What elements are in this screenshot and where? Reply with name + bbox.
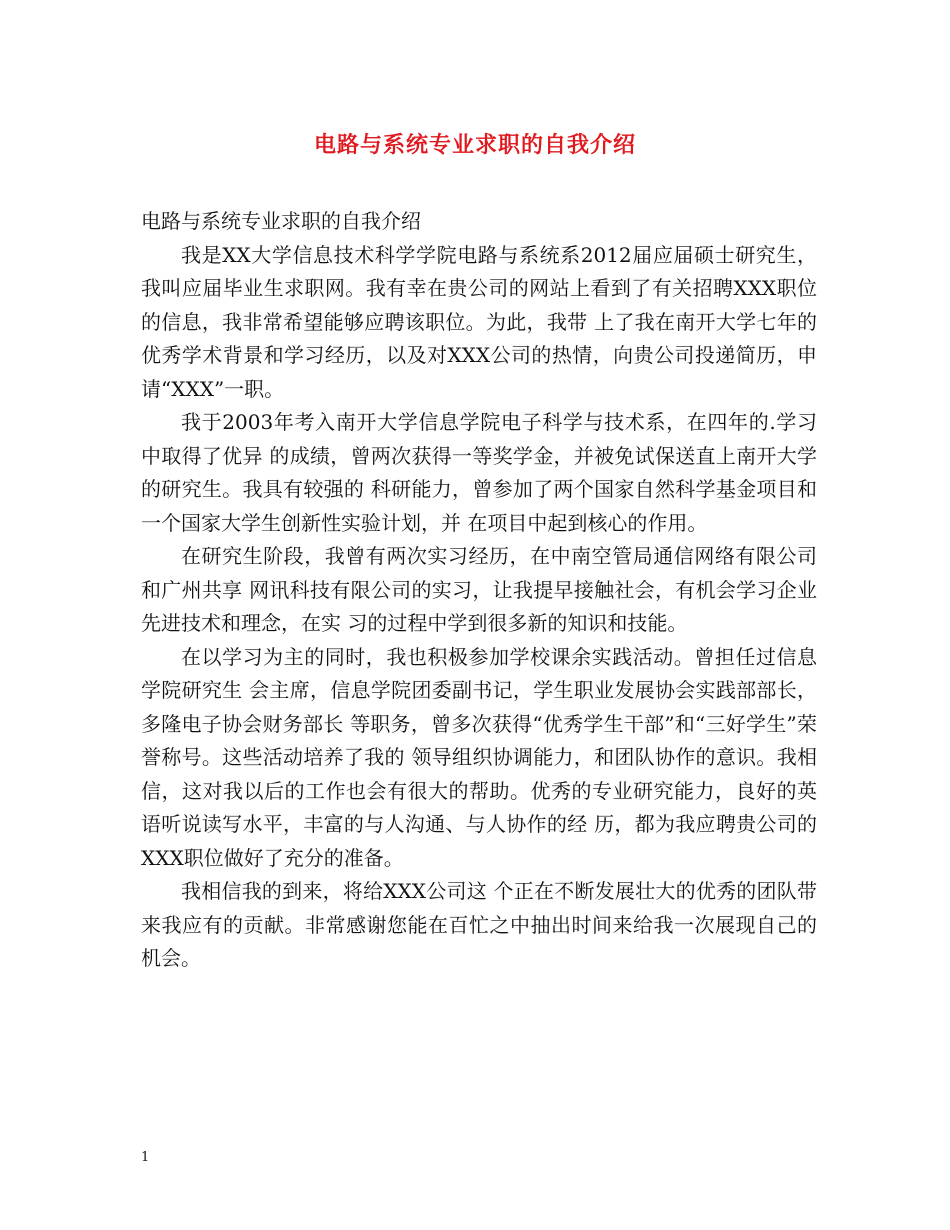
paragraph-3: 在研究生阶段，我曾有两次实习经历，在中南空管局通信网络有限公司和广州共享 网讯科技有限公司的实习，让我提早接触社会，有机会学习企业先进技术和理念，在实 习的过程中学到很多新的知识和技能。 xyxy=(141,544,817,635)
document-title: 电路与系统专业求职的自我介绍 xyxy=(313,132,636,158)
paragraph-5: 我相信我的到来，将给XXX公司这 个正在不断发展壮大的优秀的团队带来我应有的贡献。非常感谢您能在百忙之中抽出时间来给我一次展现自己的机会。 xyxy=(141,879,817,970)
paragraph-2: 我于2003年考入南开大学信息学院电子科学与技术系，在四年的.学习中取得了优异 的成绩，曾两次获得一等奖学金，并被免试保送直上南开大学的研究生。我具有较强的 科研能力，曾参加了两个国家自然科学基金项目和一个国家大学生创新性实验计划，并 在项目中起到核心的作用。 xyxy=(141,410,817,535)
page-number: 1 xyxy=(141,1150,150,1165)
paragraph-4: 在以学习为主的同时，我也积极参加学校课余实践活动。曾担任过信息学院研究生 会主席，信息学院团委副书记，学生职业发展协会实践部部长，多隆电子协会财务部长 等职务，曾多次获得“优秀学生干部”和“三好学生”荣誉称号。这些活动培养了我的 领导组织协调能力，和团队协作的意识。我相信，这对我以后的工作也会有很大的帮助。优秀的专业研究能力，良好的英语听说读写水平，丰富的与人沟通、与人协作的经 历，都为我应聘贵公司的XXX职位做好了充分的准备。 xyxy=(141,644,817,870)
document-subtitle: 电路与系统专业求职的自我介绍 xyxy=(141,209,421,233)
paragraph-1: 我是XX大学信息技术科学学院电路与系统系2012届应届硕士研究生，我叫应届毕业生求职网。我有幸在贵公司的网站上看到了有关招聘XXX职位的信息，我非常希望能够应聘该职位。为此，我带 上了我在南开大学七年的优秀学术背景和学习经历，以及对XXX公司的热情，向贵公司投递简历，申请“XXX”一职。 xyxy=(141,242,817,401)
document-body xyxy=(141,205,817,976)
